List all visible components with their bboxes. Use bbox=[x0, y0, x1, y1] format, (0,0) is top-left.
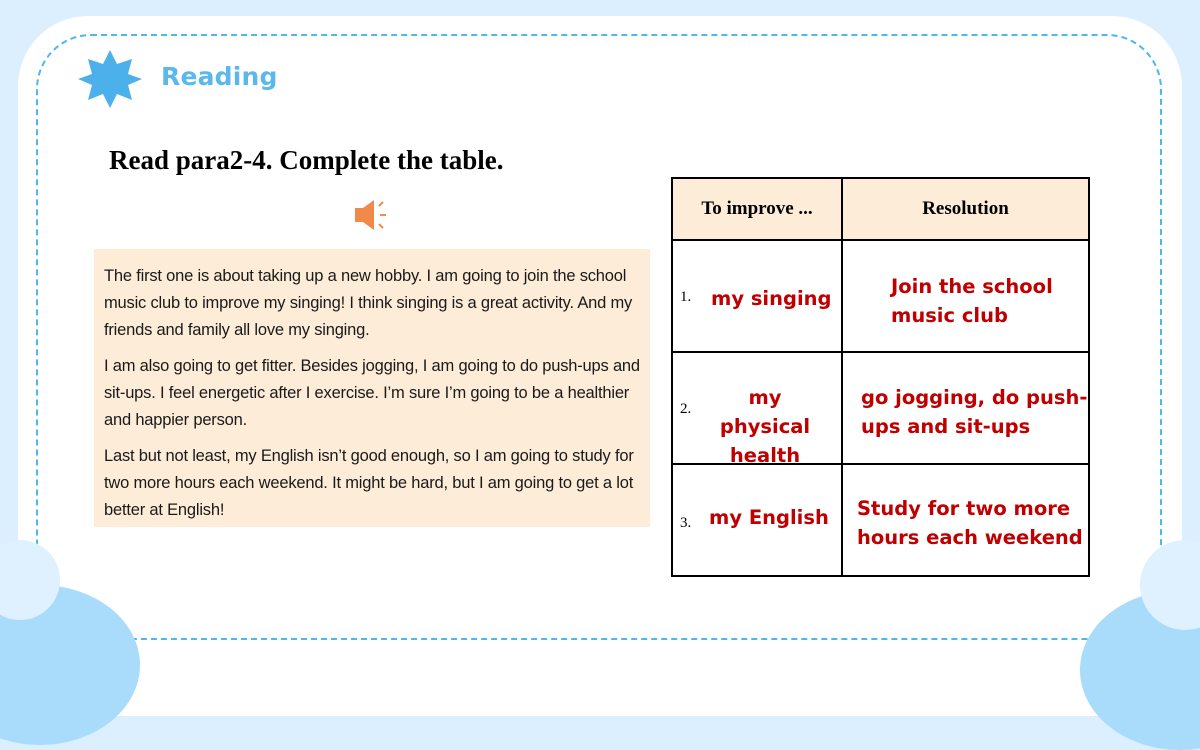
resolution-answer: Study for two more hours each weekend bbox=[857, 497, 1083, 549]
improve-answer: my English bbox=[709, 506, 829, 529]
passage-paragraph: I am also going to get fitter. Besides jogging, I am going to do push-ups and sit-ups. I feel energetic after I exercise. I’m sure I’m going to be a healthier and happier person. bbox=[104, 357, 640, 429]
resolution-table bbox=[671, 177, 1090, 577]
resolution-answer: Join the school music club bbox=[891, 275, 1053, 327]
passage-paragraph: Last but not least, my English isn’t good enough, so I am going to study for two more hours each weekend. It might be hard, but I am going to get a lot better at English! bbox=[104, 447, 634, 519]
table-row bbox=[672, 464, 1089, 576]
table-row bbox=[672, 352, 1089, 464]
star-icon bbox=[78, 50, 142, 108]
improve-cell bbox=[672, 464, 842, 576]
table-row bbox=[672, 240, 1089, 352]
passage-paragraph: The first one is about taking up a new hobby. I am going to join the school music club to improve my singing! I think singing is a great activity. And my friends and family all love my singing. bbox=[104, 267, 633, 339]
table-header-row bbox=[672, 178, 1089, 240]
row-number: 3. bbox=[680, 515, 692, 531]
resolution-cell bbox=[842, 240, 1089, 352]
header-resolution: Resolution bbox=[842, 178, 1089, 240]
reading-passage bbox=[94, 249, 650, 527]
improve-answer: my singing bbox=[711, 287, 832, 310]
resolution-cell bbox=[842, 464, 1089, 576]
row-number: 1. bbox=[680, 289, 692, 305]
resolution-answer: go jogging, do push-ups and sit-ups bbox=[861, 386, 1088, 438]
row-number: 2. bbox=[680, 401, 692, 417]
section-title: Reading bbox=[161, 62, 278, 91]
improve-cell bbox=[672, 240, 842, 352]
improve-cell bbox=[672, 352, 842, 467]
header-to-improve: To improve ... bbox=[672, 178, 842, 240]
instruction-heading: Read para2-4. Complete the table. bbox=[109, 145, 504, 175]
speaker-icon[interactable] bbox=[352, 196, 390, 234]
resolution-cell bbox=[842, 352, 1089, 464]
improve-answer: my physical health bbox=[719, 386, 811, 467]
